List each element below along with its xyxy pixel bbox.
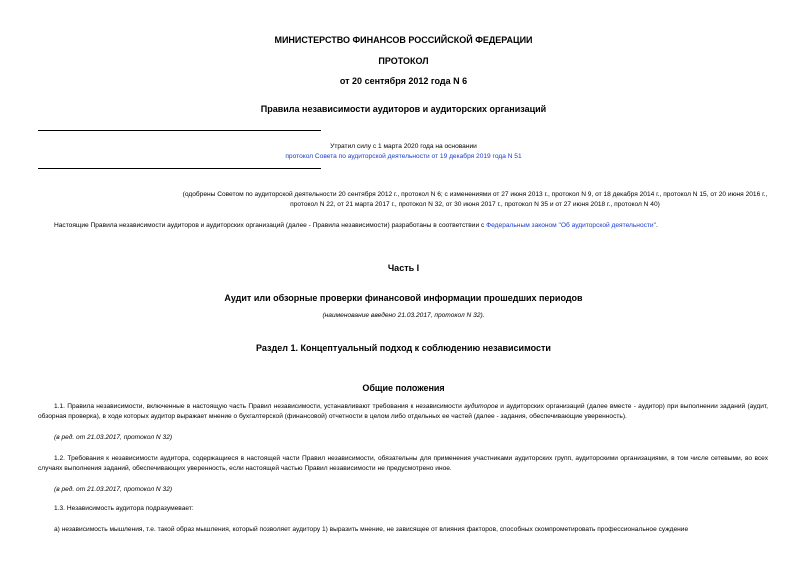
approval-note: (одобрены Советом по аудиторской деятельности 20 сентября 2012 г., протокол N 6; с изменениями от 27 июня 2013 г., протокол N 9, от 18 декабря 2014 г., протокол N 15, от 20 июня 2016 г., протокол N 22, от 21 марта 2017 г., протокол N 32, от 30 июня 2017 г., протокол N 35 и от 27 июня 2018 г., протокол N 40) bbox=[182, 191, 768, 208]
part-title: Аудит или обзорные проверки финансовой информации прошедших периодов bbox=[224, 293, 583, 303]
status-note-link[interactable]: протокол Совета по аудиторской деятельности от 19 декабря 2019 года N 51 bbox=[285, 153, 522, 160]
intro-paragraph bbox=[54, 221, 774, 231]
federal-law-link[interactable]: Федеральным законом "Об аудиторской деятельности" bbox=[486, 222, 656, 229]
document-date: от 20 сентября 2012 года N 6 bbox=[339, 76, 468, 86]
intro-text-end: . bbox=[655, 222, 658, 229]
paragraph-1-3: 1.3. Независимость аудитора подразумевает: bbox=[54, 505, 194, 512]
paragraph-1-1-italic: аудиторов bbox=[464, 403, 499, 410]
divider-top bbox=[38, 130, 321, 131]
divider-bottom bbox=[38, 168, 321, 169]
ministry-heading: МИНИСТЕРСТВО ФИНАНСОВ РОССИЙСКОЙ ФЕДЕРАЦИИ bbox=[274, 35, 533, 45]
intro-text: Настоящие Правила независимости аудиторов и аудиторских организаций (далее - Правила независимости) разработаны в соответствии с bbox=[54, 222, 487, 229]
part-label: Часть I bbox=[387, 263, 420, 273]
paragraph-1-2: 1.2. Требования к независимости аудитора, содержащиеся в настоящей части Правил независимости, обязательны для применения участниками аудиторских групп, аудиторскими организациями, в том числе сетевыми, во всех случаях выполнения заданий, обеспечивающих уверенность, если настоящей частью Правил независимости не предусмотрено иное. bbox=[38, 455, 768, 473]
paragraph-a: а) независимость мышления, т.е. такой образ мышления, который позволяет аудитору 1) выразить мнение, не зависящее от влияния факторов, способных скомпрометировать профессиональное суждение bbox=[54, 526, 689, 533]
edit-note-1: (в ред. от 21.03.2017, протокол N 32) bbox=[54, 434, 173, 441]
paragraph-1-1-text-b: и аудиторских организаций (далее вместе - аудитор) при выполнении заданий (аудит, обзорная проверка), в ходе которых аудитор выражает мнение о бухгалтерской (финансовой) отчетности в целом либо отдельных ее частей (далее - задания, обеспечивающие уверенность). bbox=[38, 403, 768, 421]
edit-note-2: (в ред. от 21.03.2017, протокол N 32) bbox=[54, 486, 173, 493]
section-subtitle: Общие положения bbox=[362, 383, 445, 393]
document-type: ПРОТОКОЛ bbox=[378, 56, 429, 66]
part-note: (наименование введено 21.03.2017, протокол N 32). bbox=[322, 312, 485, 319]
document-title: Правила независимости аудиторов и аудиторских организаций bbox=[260, 104, 547, 114]
paragraph-1-1-text-a: 1.1. Правила независимости, включенные в настоящую часть Правил независимости, устанавливают требования к независимости bbox=[54, 403, 465, 410]
paragraph-1-1 bbox=[38, 402, 768, 423]
status-note-line: Утратил силу с 1 марта 2020 года на основании bbox=[330, 143, 477, 150]
section-title: Раздел 1. Концептуальный подход к соблюдению независимости bbox=[256, 343, 551, 353]
